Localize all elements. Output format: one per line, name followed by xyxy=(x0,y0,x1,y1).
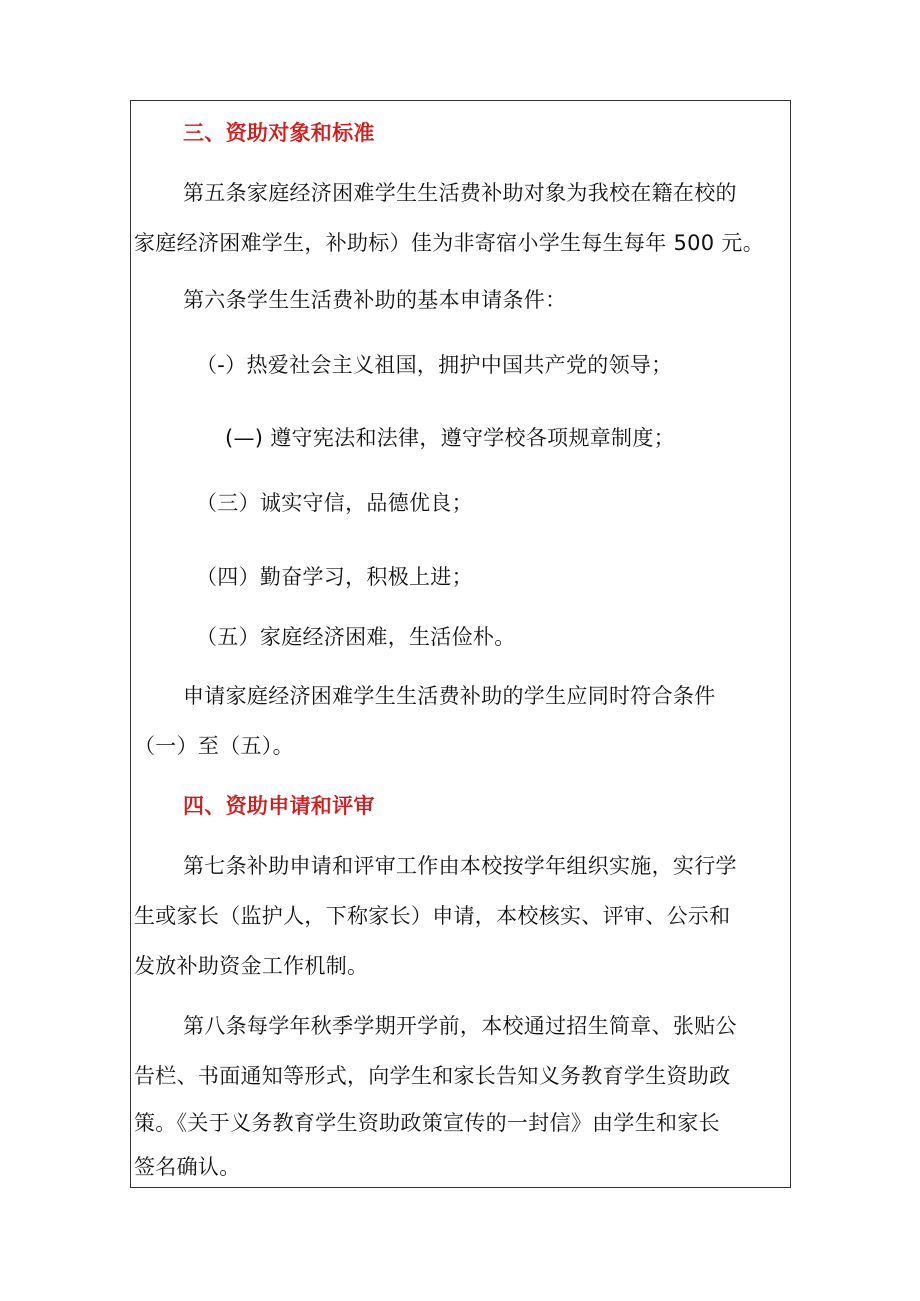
requirement-line-2: （一）至（五）。 xyxy=(134,734,294,758)
article-8-line-3: 策。《关于义务教育学生资助政策宣传的一封信》由学生和家长 xyxy=(134,1111,720,1135)
condition-4: （四）勤奋学习，积极上进； xyxy=(196,565,473,589)
condition-1: （-）热爱社会主义祖国，拥护中国共产党的领导； xyxy=(196,353,673,377)
article-8-line-4: 签名确认。 xyxy=(134,1155,241,1179)
article-5-line-1: 第五条家庭经济困难学生生活费补助对象为我校在籍在校的 xyxy=(183,181,737,205)
requirement-line-1: 申请家庭经济困难学生生活费补助的学生应同时符合条件 xyxy=(183,684,716,708)
article-8-line-2: 告栏、书面通知等形式，向学生和家长告知义务教育学生资助政 xyxy=(134,1064,731,1088)
section-heading-4: 四、资助申请和评审 xyxy=(183,794,375,818)
article-7-line-2: 生或家长（监护人，下称家长）申请，本校核实、评审、公示和 xyxy=(134,904,731,928)
condition-5: （五）家庭经济困难，生活俭朴。 xyxy=(196,625,516,649)
article-8-line-1: 第八条每学年秋季学期开学前，本校通过招生简章、张贴公 xyxy=(183,1014,737,1038)
article-5-line-2: 家庭经济困难学生，补助标）佳为非寄宿小学生每生每年 500 元。 xyxy=(134,231,765,255)
condition-3: （三）诚实守信，品德优良； xyxy=(196,491,473,515)
article-7-line-1: 第七条补助申请和评审工作由本校按学年组织实施，实行学 xyxy=(183,854,737,878)
article-7-line-3: 发放补助资金工作机制。 xyxy=(134,954,369,978)
section-heading-3: 三、资助对象和标准 xyxy=(183,121,375,145)
article-6-intro: 第六条学生生活费补助的基本申请条件： xyxy=(183,288,567,312)
condition-2: (—) 遵守宪法和法律，遵守学校各项规章制度； xyxy=(225,426,675,450)
